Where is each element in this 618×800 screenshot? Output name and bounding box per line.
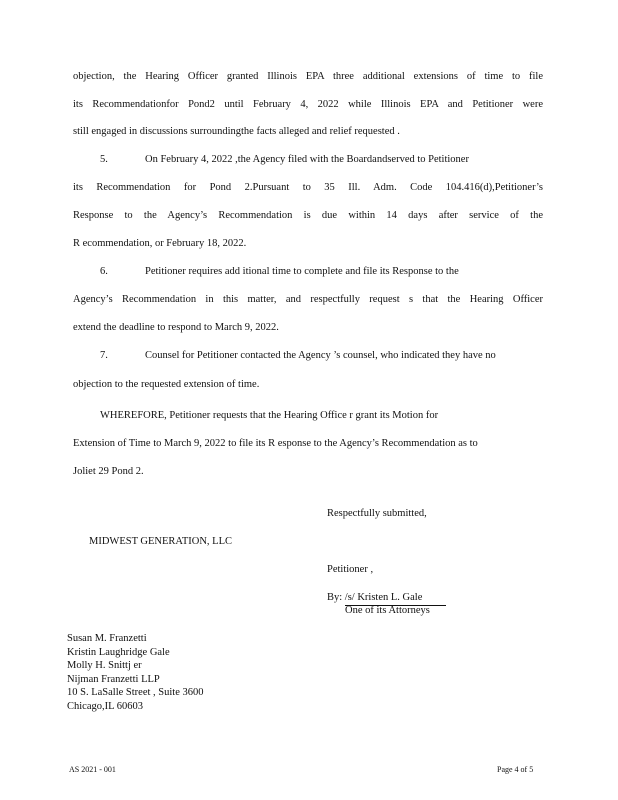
address-block: [67, 632, 204, 714]
address-line: Chicago,IL 60603: [67, 700, 144, 712]
body-line-8: Petitioner requires add itional time to complete and file its Response to the: [145, 266, 459, 277]
address-line: Kristin Laughridge Gale: [67, 646, 170, 658]
paragraph-5-first-line: [73, 153, 543, 167]
address-line: 10 S. LaSalle Street , Suite 3600: [67, 687, 204, 699]
electronic-signature: /s/ Kristen L. Gale: [345, 591, 447, 606]
paragraph-7-first-line: [73, 349, 543, 363]
closing-respectfully-submitted: Respectfully submitted,: [327, 508, 427, 519]
paragraph-number-7: 7.: [100, 350, 108, 361]
address-line: Susan M. Franzetti: [67, 633, 147, 644]
body-line-12: objection to the requested extension of time.: [73, 379, 260, 390]
address-line: Molly H. Snittj er: [67, 660, 142, 672]
body-line-13: WHEREFORE, Petitioner requests that the Hearing Office r grant its Motion for: [100, 410, 439, 421]
body-line-15: Joliet 29 Pond 2.: [73, 466, 144, 477]
paragraph-number-6: 6.: [100, 266, 108, 277]
body-line-5: its Recommendation for Pond 2.Pursuant to 35 Ill. Adm. Code 104.416(d),Petitioner’s: [73, 182, 543, 193]
body-line-7: R ecommendation, or February 18, 2022.: [73, 238, 247, 249]
body-line-11: Counsel for Petitioner contacted the Agency ’s counsel, who indicated they have no: [145, 350, 496, 361]
company-name: MIDWEST GENERATION, LLC: [89, 536, 233, 547]
body-line-14: Extension of Time to March 9, 2022 to file its R esponse to the Agency’s Recommendation as to: [73, 438, 478, 449]
body-line-10: extend the deadline to respond to March 9, 2022.: [73, 322, 279, 333]
paragraph-number-5: 5.: [100, 154, 108, 165]
petitioner-role: Petitioner ,: [327, 564, 374, 575]
attorneys-caption: One of its Attorneys: [345, 605, 430, 616]
by-label: By:: [327, 592, 343, 603]
body-line-6: Response to the Agency’s Recommendation is due within 14 days after service of the: [73, 210, 543, 221]
body-line-3: still engaged in discussions surroundingthe facts alleged and relief requested .: [73, 126, 400, 137]
paragraph-6-first-line: [73, 265, 543, 279]
body-line-9: Agency’s Recommendation in this matter, and respectfully request s that the Hearing Officer: [73, 294, 543, 305]
body-line-4: On February 4, 2022 ,the Agency filed with the Boardandserved to Petitioner: [145, 154, 469, 165]
footer-page-number: Page 4 of 5: [497, 765, 534, 774]
body-line-1: objection, the Hearing Officer granted Illinois EPA three additional extensions of time to file: [73, 71, 543, 82]
address-line: Nijman Franzetti LLP: [67, 673, 160, 685]
footer-case-number: AS 2021 - 001: [69, 765, 116, 774]
body-line-2: its Recommendationfor Pond2 until February 4, 2022 while Illinois EPA and Petitioner were: [73, 99, 543, 110]
